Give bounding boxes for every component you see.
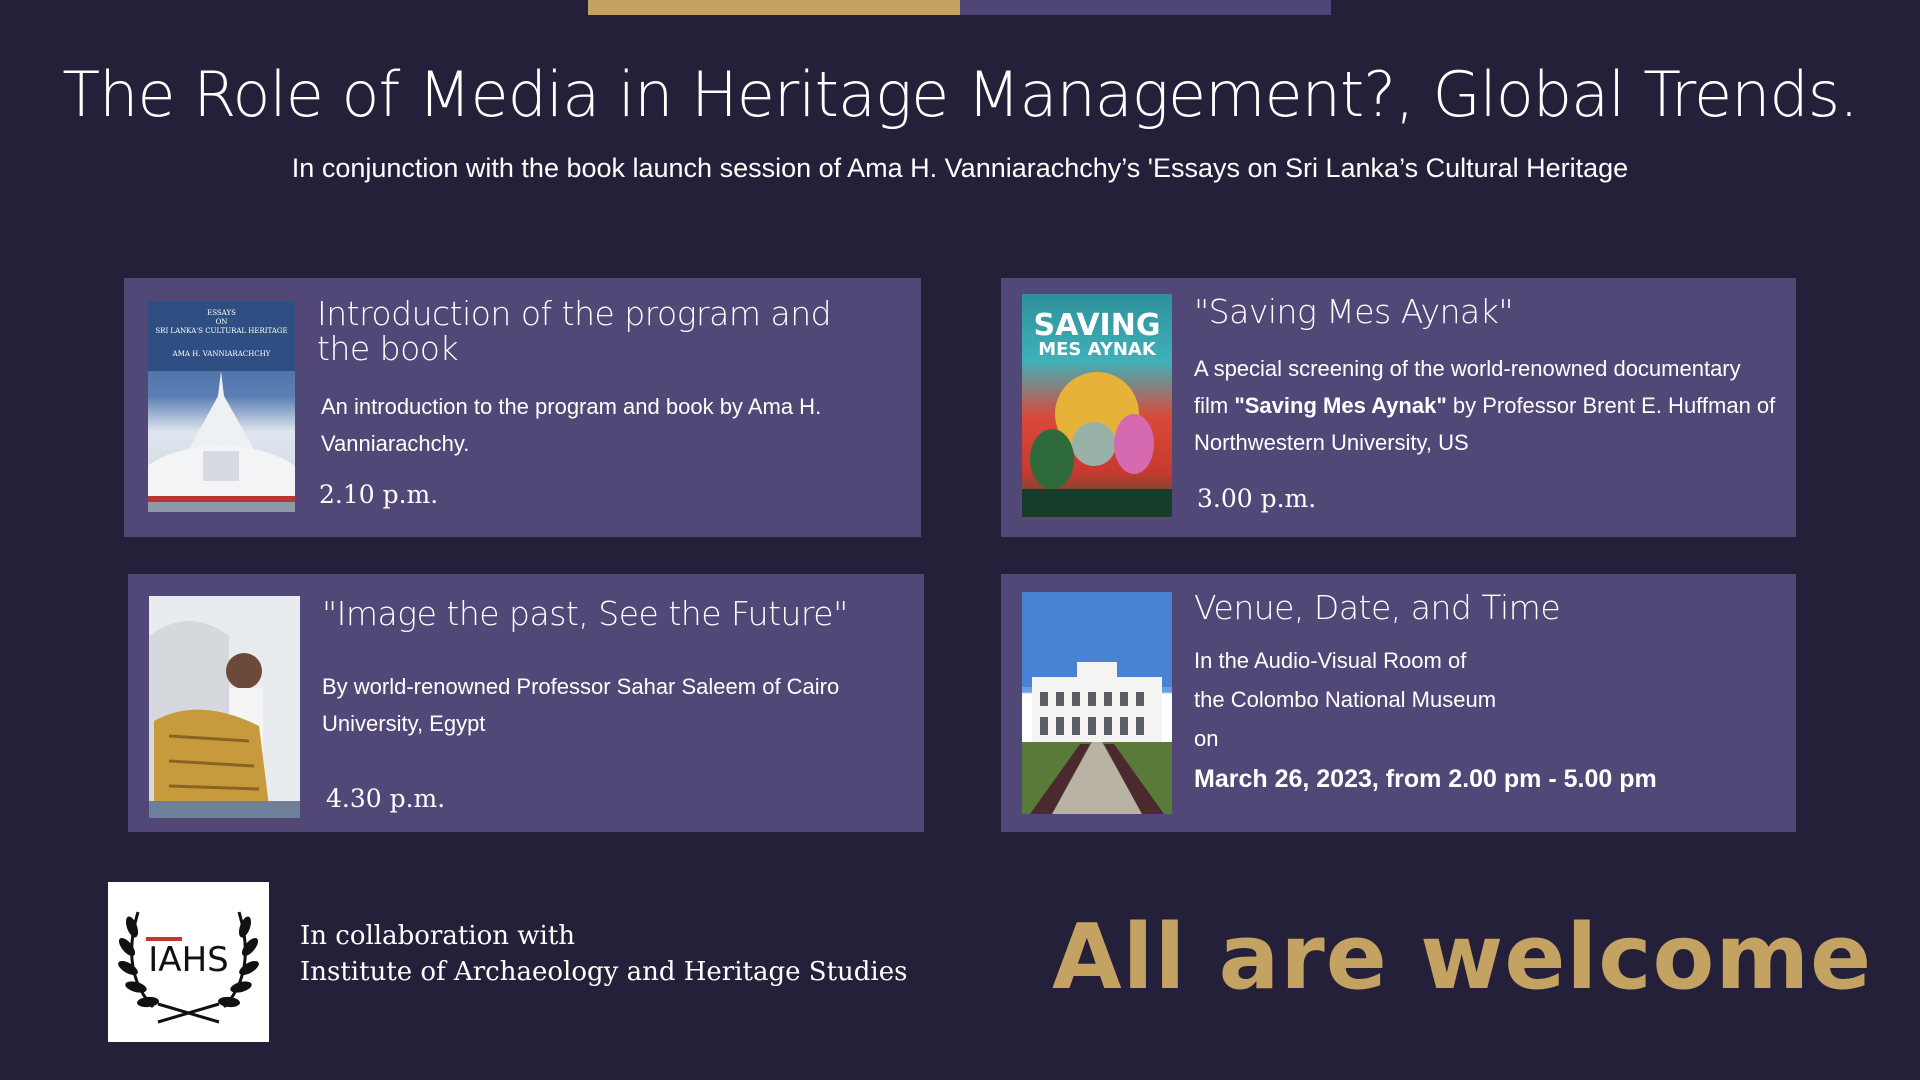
book-cover-image (148, 301, 295, 512)
card-description: An introduction to the program and book by Ama H. Vanniarachchy. (321, 394, 822, 456)
venue-date-time-card (1001, 574, 1796, 832)
welcome-message: All are welcome (1052, 905, 1873, 1010)
poster-title-line2: MES AYNAK (1038, 339, 1156, 360)
venue-line-2: the Colombo National Museum (1194, 687, 1497, 712)
top-accent-bar-purple (960, 0, 1331, 15)
collab-line-2: Institute of Archaeology and Heritage Studies (300, 957, 908, 987)
card-time: 4.30 p.m. (326, 784, 446, 813)
event-date-time: March 26, 2023, from 2.00 pm - 5.00 pm (1194, 765, 1657, 793)
national-museum-photo (1022, 592, 1172, 814)
description-text-start: A special screening of the world-renowned documentary film (1194, 356, 1741, 418)
collab-line-1: In collaboration with (300, 921, 576, 951)
card-heading: Venue, Date, and Time (1194, 588, 1561, 627)
poster-title-line1: SAVING (1033, 308, 1161, 343)
iahs-logo-text: IAHS (148, 940, 229, 980)
card-description: By world-renowned Professor Sahar Saleem of Cairo University, Egypt (322, 674, 840, 736)
film-poster-image (1022, 294, 1172, 517)
program-card-saving-mes-aynak (1001, 278, 1796, 537)
card-time: 3.00 p.m. (1197, 484, 1317, 513)
top-accent-bar-gold (588, 0, 960, 15)
book-cover-title-line1: ESSAYS (207, 309, 236, 317)
description-text-end: by Professor Brent E. Huffman of Northwestern University, US (1194, 393, 1776, 455)
card-heading: "Image the past, See the Future" (322, 594, 848, 633)
venue-line-1: In the Audio-Visual Room of (1194, 648, 1467, 673)
page-title: The Role of Media in Heritage Management?, Global Trends. (62, 58, 1858, 131)
book-cover-title-line3: SRI LANKA'S CULTURAL HERITAGE (155, 327, 288, 335)
book-cover-title-line2: ON (215, 318, 228, 326)
film-title-bold: "Saving Mes Aynak" (1234, 393, 1447, 418)
card-description (1194, 350, 1779, 461)
card-heading: "Saving Mes Aynak" (1194, 292, 1514, 331)
professor-sarcophagus-photo (149, 596, 300, 818)
program-card-image-the-past (128, 574, 924, 832)
card-heading: Introduction of the program and the book (317, 294, 832, 368)
iahs-logo (108, 882, 269, 1042)
program-card-introduction (124, 278, 921, 537)
card-time: 2.10 p.m. (319, 480, 439, 509)
collaboration-text (300, 918, 907, 990)
page-subtitle: In conjunction with the book launch session of Ama H. Vanniarachchy’s 'Essays on Sri Lanka’s Cultural Heritage (291, 153, 1629, 183)
venue-line-3: on (1194, 726, 1219, 751)
book-cover-author: AMA H. VANNIARACHCHY (172, 350, 271, 358)
